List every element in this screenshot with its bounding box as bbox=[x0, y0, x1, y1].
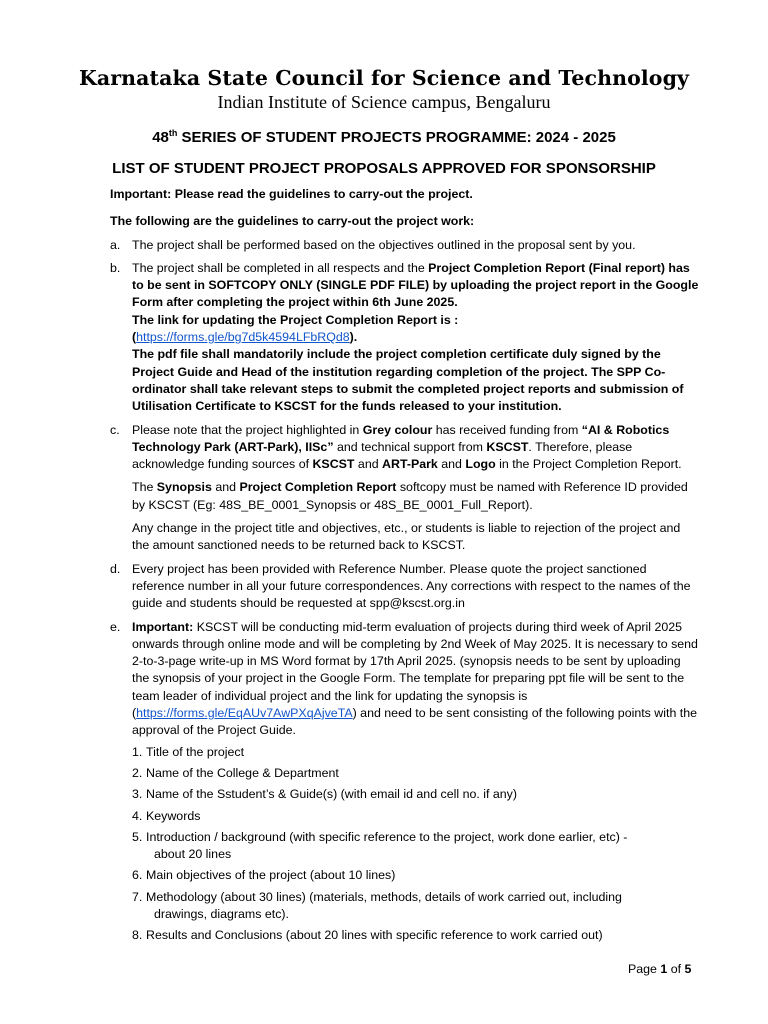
bold-run: ART-Park bbox=[382, 457, 438, 472]
synopsis-point bbox=[132, 829, 700, 864]
synopsis-point bbox=[132, 744, 700, 761]
text-run: has received funding from bbox=[432, 422, 582, 437]
item-text bbox=[132, 260, 700, 416]
text-run: and technical support from bbox=[333, 439, 487, 454]
guideline-item-e bbox=[110, 619, 700, 945]
organization-title: Karnataka State Council for Science and Technology bbox=[78, 66, 690, 90]
synopsis-form-link[interactable]: https://forms.gle/EqAUv7AwPXqAjveTA bbox=[136, 706, 353, 721]
current-page: 1 bbox=[660, 962, 668, 976]
guideline-item-b bbox=[110, 260, 700, 416]
point-continuation: about 20 lines bbox=[154, 847, 232, 862]
document-body bbox=[110, 186, 700, 951]
point-text: Results and Conclusions (about 20 lines with specific reference to work carried out) bbox=[146, 928, 603, 943]
item-text bbox=[132, 422, 700, 474]
campus-subtitle: Indian Institute of Science campus, Bengaluru bbox=[217, 92, 551, 112]
series-text: SERIES OF STUDENT PROJECTS PROGRAMME: 2024 - 2025 bbox=[177, 129, 616, 146]
bold-run: The pdf file shall mandatorily include the project completion certificate duly signed by the Project Guide and Head of the institution regarding completion of the project. The SPP Co-ordinator shall take relevant steps to submit the completed project reports and submission of Utilisation Certificate to KSCST for the funds released to your institution. bbox=[132, 347, 684, 414]
synopsis-point bbox=[132, 808, 700, 825]
item-marker: a. bbox=[110, 237, 121, 252]
guidelines-heading: The following are the guidelines to carry-out the project work: bbox=[110, 214, 475, 229]
point-text: Title of the project bbox=[146, 744, 245, 759]
text-run: and bbox=[437, 457, 466, 472]
point-number: 8. bbox=[132, 928, 143, 943]
point-text: Main objectives of the project (about 10 lines) bbox=[146, 868, 396, 883]
guideline-item-a bbox=[110, 237, 700, 254]
synopsis-points-list bbox=[132, 744, 700, 945]
bold-run: Logo bbox=[465, 457, 496, 472]
point-number: 2. bbox=[132, 765, 143, 780]
text-run: softcopy must be named with Reference ID provided by KSCST (Eg: 48S_BE_0001_Synopsis or 48S_BE_0001_Full_Report). bbox=[132, 480, 688, 512]
item-text bbox=[132, 619, 700, 740]
point-number: 7. bbox=[132, 889, 143, 904]
point-text: Name of the Sstudent’s & Guide(s) (with email id and cell no. if any) bbox=[146, 787, 517, 802]
synopsis-point bbox=[132, 927, 700, 944]
series-number: 48 bbox=[152, 129, 169, 146]
item-marker: b. bbox=[110, 260, 121, 275]
guideline-item-d bbox=[110, 561, 700, 613]
bold-run: ). bbox=[349, 330, 358, 345]
bold-run: KSCST bbox=[312, 457, 355, 472]
point-number: 1. bbox=[132, 744, 143, 759]
point-text: Introduction / background (with specific reference to the project, work done earlier, etc) - bbox=[146, 829, 628, 844]
item-marker: c. bbox=[110, 422, 120, 437]
list-title: LIST OF STUDENT PROJECT PROPOSALS APPROVED FOR SPONSORSHIP bbox=[112, 160, 656, 177]
synopsis-point bbox=[132, 867, 700, 884]
synopsis-point bbox=[132, 786, 700, 803]
item-marker: e. bbox=[110, 619, 121, 634]
bold-run: Project Completion Report bbox=[239, 480, 397, 495]
bold-run: The link for updating the Project Completion Report is : bbox=[132, 312, 459, 327]
point-number: 4. bbox=[132, 808, 143, 823]
synopsis-point bbox=[132, 889, 700, 924]
text-run: KSCST will be conducting mid-term evaluation of projects during third week of April 2025 onwards through online mode and will be completing by 2nd Week of May 2025. It is necessary to send 2-to-3-page write-up in MS Word format by 17th April 2025. (synopsis needs to be sent by uploading the synopsis of your project in the Google Form. The template for preparing ppt file will be sent to the team leader of individual project and the link for updating the synopsis is ( bbox=[132, 619, 698, 721]
page-number bbox=[628, 962, 691, 976]
text-run: and bbox=[354, 457, 383, 472]
item-text: Every project has been provided with Reference Number. Please quote the project sanctioned reference number in all your future correspondences. Any corrections with respect to the names of the guide and students should be requested at spp@kscst.org.in bbox=[132, 561, 691, 611]
point-number: 3. bbox=[132, 787, 143, 802]
bold-run: “AI & Robotics Technology Park (ART-Park), IISc” bbox=[132, 422, 670, 454]
item-text bbox=[132, 479, 700, 514]
text-run: Please note that the project highlighted in bbox=[132, 422, 363, 437]
series-superscript: th bbox=[168, 128, 178, 138]
bold-run: ( bbox=[132, 330, 137, 345]
text-run: The bbox=[132, 480, 157, 495]
point-text: Keywords bbox=[146, 808, 201, 823]
text-run: in the Project Completion Report. bbox=[495, 457, 682, 472]
report-form-link[interactable]: https://forms.gle/bg7d5k4594LFbRQd8 bbox=[136, 330, 350, 345]
text-run: The project shall be completed in all respects and the bbox=[132, 260, 429, 275]
item-text: Any change in the project title and objectives, etc., or students is liable to rejection of the project and the amount sanctioned needs to be returned back to KSCST. bbox=[132, 521, 681, 553]
important-note: Important: Please read the guidelines to carry-out the project. bbox=[110, 187, 473, 201]
of-word: of bbox=[667, 962, 685, 976]
point-text: Methodology (about 30 lines) (materials, methods, details of work carried out, including bbox=[146, 889, 622, 904]
bold-run: Project Completion Report (Final report) has to be sent in SOFTCOPY ONLY (SINGLE PDF FILE) by uploading the project report in the Google Form after completing the project within 6th June 2025. bbox=[132, 260, 699, 310]
synopsis-point bbox=[132, 765, 700, 782]
bold-run: KSCST bbox=[486, 439, 529, 454]
bold-run: Important: bbox=[132, 619, 194, 634]
text-run: ) and need to be sent consisting of the following points with the approval of the Project Guide. bbox=[132, 706, 698, 738]
item-text: The project shall be performed based on the objectives outlined in the proposal sent by you. bbox=[132, 237, 636, 252]
total-pages: 5 bbox=[684, 962, 692, 976]
item-marker: d. bbox=[110, 561, 121, 576]
text-run: . Therefore, please acknowledge funding sources of bbox=[132, 439, 633, 472]
programme-title bbox=[0, 128, 768, 146]
point-text: Name of the College & Department bbox=[146, 765, 339, 780]
text-run: and bbox=[211, 480, 240, 495]
bold-run: Synopsis bbox=[156, 480, 212, 495]
bold-run: Grey colour bbox=[362, 422, 433, 437]
page-word: Page bbox=[628, 962, 661, 976]
point-continuation: drawings, diagrams etc). bbox=[154, 906, 289, 921]
guideline-item-c bbox=[110, 422, 700, 555]
point-number: 5. bbox=[132, 829, 143, 844]
point-number: 6. bbox=[132, 868, 143, 883]
